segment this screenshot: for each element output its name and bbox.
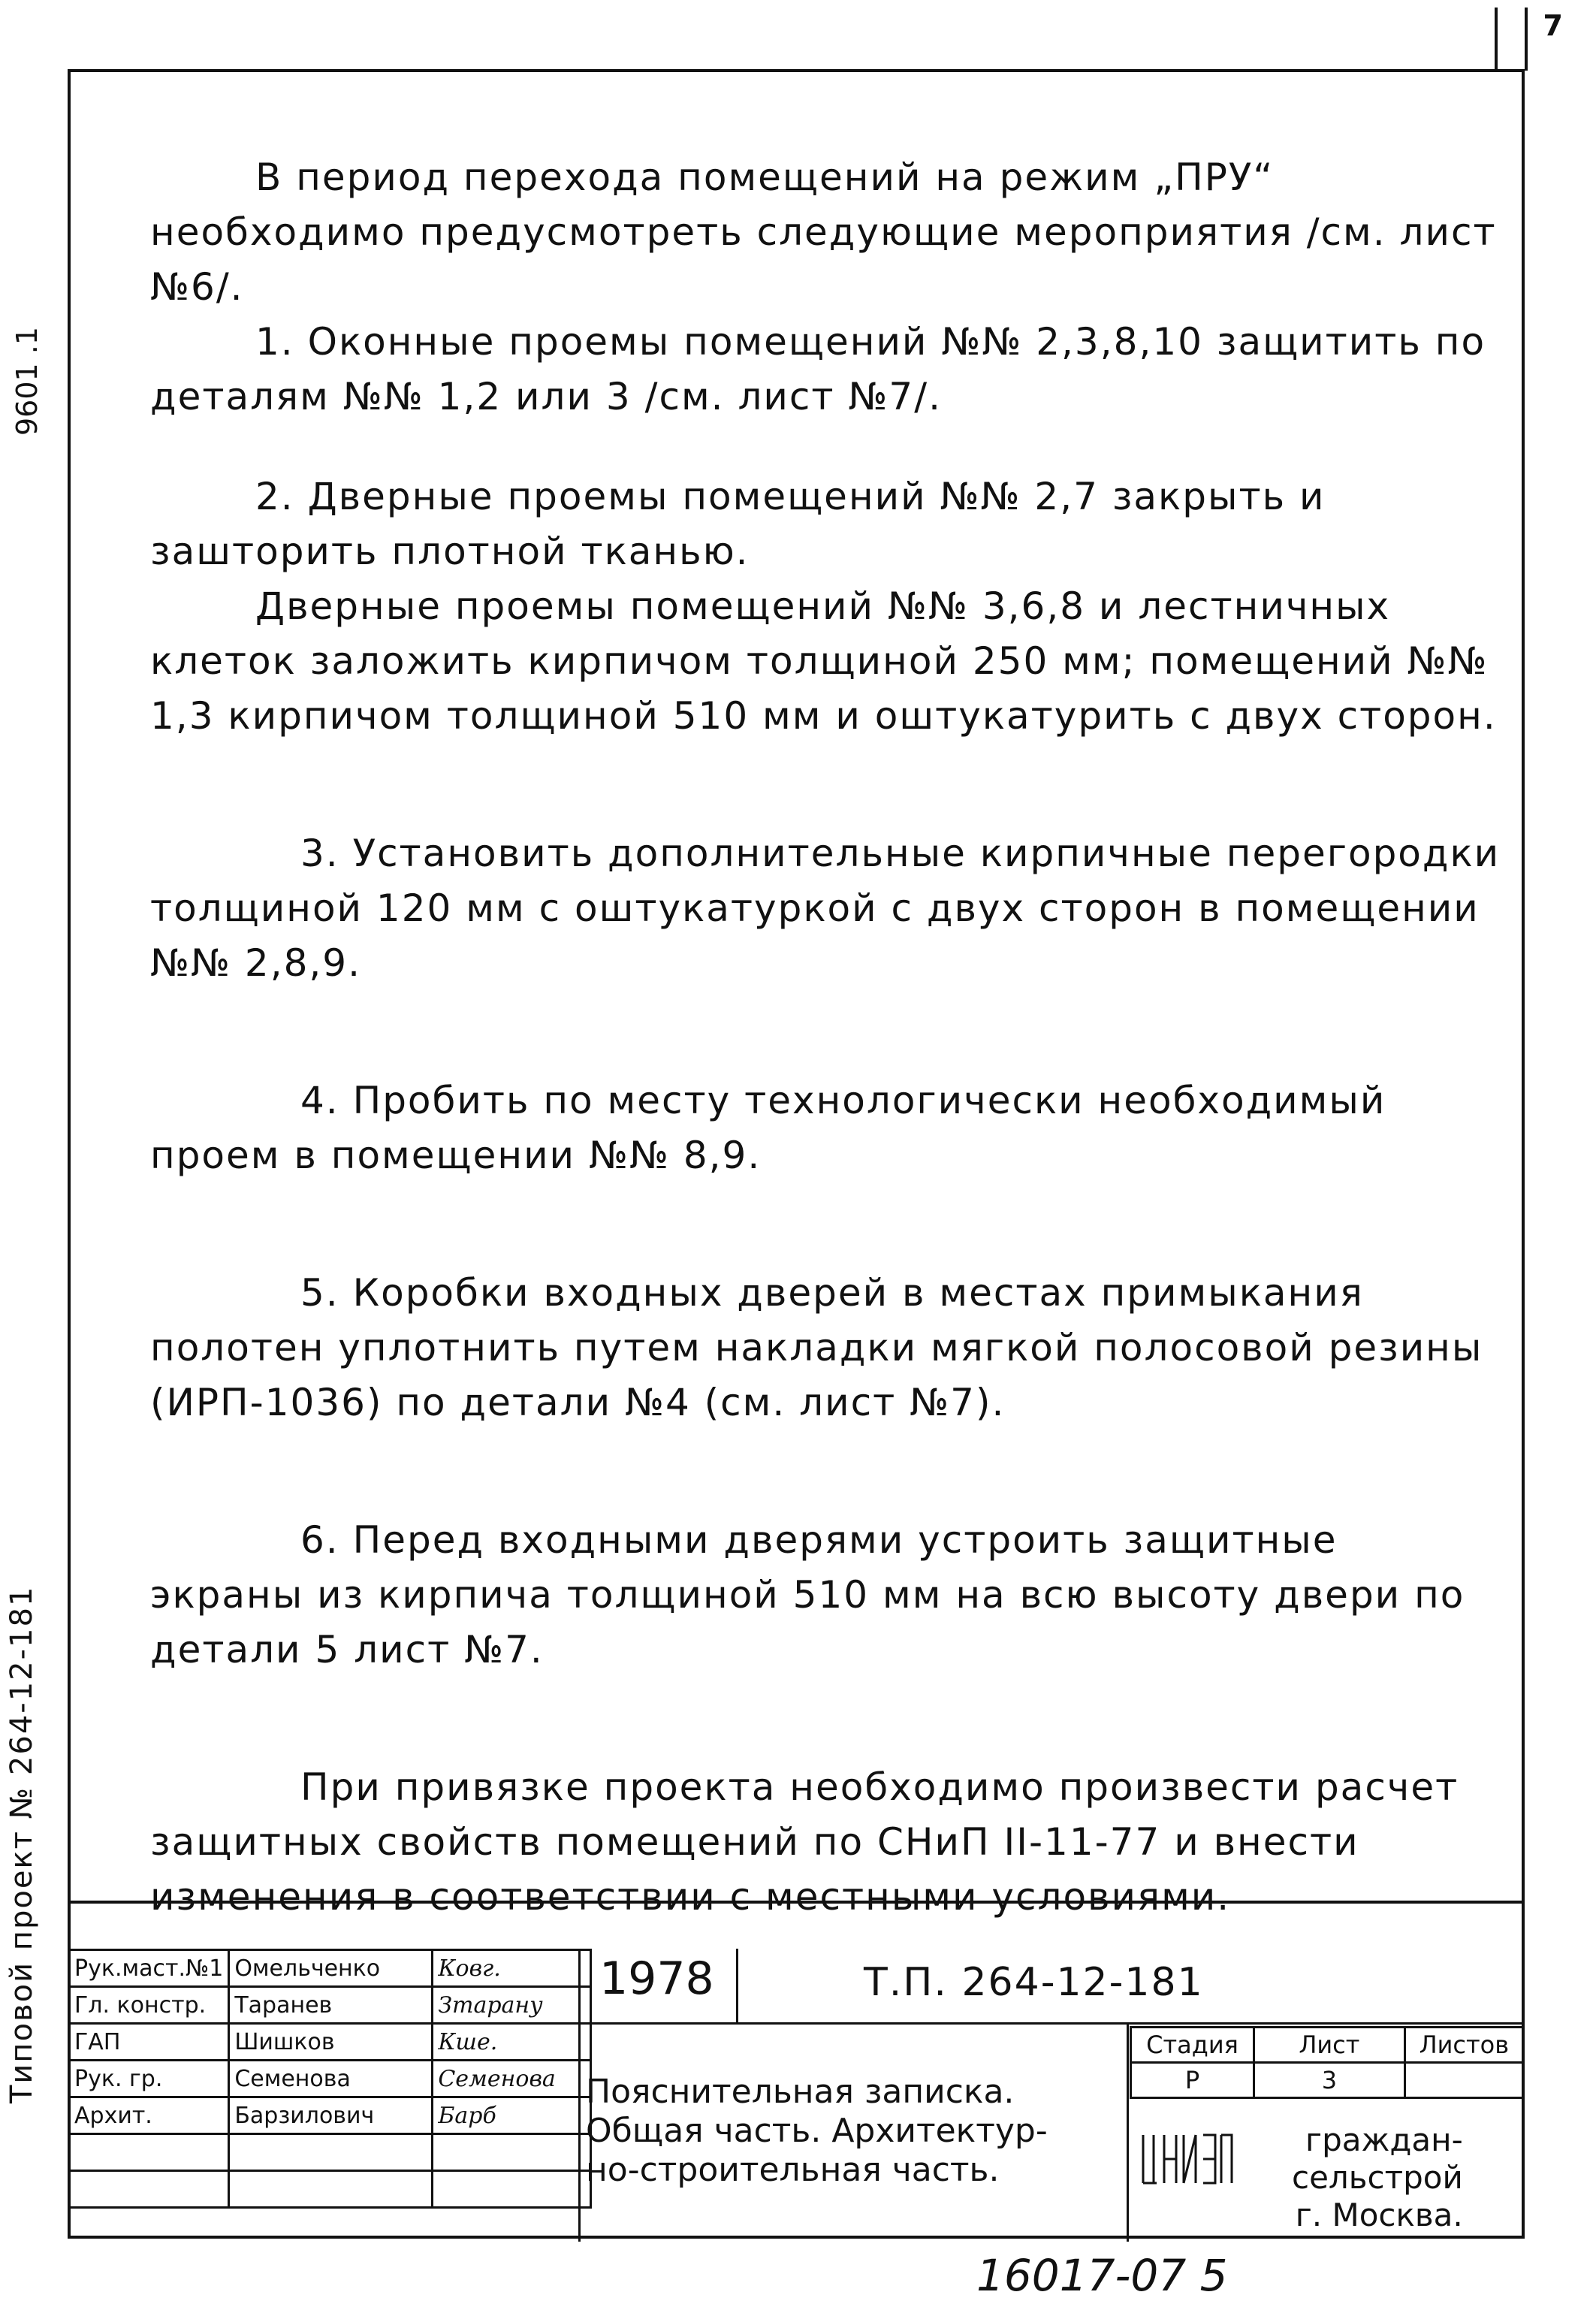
side-project-label: Типовой проект № 264-12-181 <box>5 1585 39 2103</box>
stage-header: Стадия <box>1131 2028 1254 2063</box>
paragraph-item-4: 4. Пробить по месту технологически необходимый проем в помещении №№ 8,9. <box>150 1079 1386 1177</box>
paragraph-note: При привязке проекта необходимо произвести расчет защитных свойств помещений по СНиП II-11-77 и внести изменения в соответствии с местными условиями. <box>150 1765 1459 1919</box>
staff-role: Архит. <box>69 2097 229 2134</box>
title-block <box>68 1901 1525 2239</box>
paragraph-intro: В период перехода помещений на режим „ПРУ“ необходимо предусмотреть следующие мероприятия /см. лист №6/. <box>150 156 1497 309</box>
divider-vertical <box>736 1949 738 2024</box>
divider-vertical <box>1127 2024 1129 2242</box>
staff-role <box>69 2171 229 2208</box>
paragraph-item-6: 6. Перед входными дверями устроить защитные экраны из кирпича толщиной 510 мм на всю высоту двери по детали 5 лист №7. <box>150 1518 1465 1671</box>
staff-role: ГАП <box>69 2024 229 2061</box>
staff-row <box>69 1987 591 2024</box>
staff-row <box>69 2134 591 2171</box>
staff-role: Рук. гр. <box>69 2061 229 2097</box>
staff-table <box>68 1949 592 2209</box>
staff-name: Таранев <box>229 1987 433 2024</box>
org-line: сельстрой <box>1292 2159 1463 2196</box>
sheet-info-table <box>1130 2026 1525 2099</box>
explanatory-text <box>150 150 1502 1925</box>
org-line: граждан- <box>1305 2121 1463 2158</box>
staff-row <box>69 2097 591 2134</box>
sheet-description <box>586 2073 1048 2190</box>
staff-role <box>69 2134 229 2171</box>
staff-signature: Барб <box>433 2097 591 2134</box>
paragraph-item-5: 5. Коробки входных дверей в местах примыкания полотен уплотнить путем накладки мягкой полосовой резины (ИРП-1036) по детали №4 (см. лист №7). <box>150 1271 1483 1424</box>
corner-line-right <box>1525 8 1528 71</box>
staff-row <box>69 2061 591 2097</box>
staff-signature <box>433 2134 591 2171</box>
staff-name: Омельченко <box>229 1950 433 1987</box>
divider-horizontal <box>578 2022 1525 2025</box>
stage-value: Р <box>1131 2063 1254 2098</box>
staff-signature: Ковг. <box>433 1950 591 1987</box>
sheets-value <box>1404 2063 1523 2098</box>
side-number: 9601 .1 <box>11 326 44 436</box>
staff-name: Семенова <box>229 2061 433 2097</box>
staff-signature <box>433 2171 591 2208</box>
divider-vertical <box>578 1949 581 2242</box>
sheet-header: Лист <box>1254 2028 1405 2063</box>
archive-number: 16017-07 5 <box>976 2250 1228 2301</box>
staff-name <box>229 2134 433 2171</box>
org-line: г. Москва. <box>1295 2197 1463 2233</box>
staff-name: Шишков <box>229 2024 433 2061</box>
staff-row <box>69 2171 591 2208</box>
description-line: Общая часть. Архитектур- <box>586 2112 1048 2150</box>
organization-name <box>1292 2121 1463 2234</box>
staff-role: Рук.маст.№1 <box>69 1950 229 1987</box>
corner-line-left <box>1495 8 1498 71</box>
paragraph-item-2: 2. Дверные проемы помещений №№ 2,7 закрыть и зашторить плотной тканью. <box>150 475 1326 573</box>
paragraph-item-3: 3. Установить дополнительные кирпичные перегородки толщиной 120 мм с оштукатуркой с двух сторон в помещении №№ 2,8,9. <box>150 832 1501 985</box>
staff-name <box>229 2171 433 2208</box>
staff-signature: Зтарану <box>433 1987 591 2024</box>
paragraph-item-2b: Дверные проемы помещений №№ 3,6,8 и лестничных клеток заложить кирпичом толщиной 250 мм; помещений №№ 1,3 кирпичом толщиной 510 мм и оштукатурить с двух сторон. <box>150 584 1497 738</box>
description-line: Пояснительная записка. <box>586 2073 1015 2111</box>
paragraph-item-1: 1. Оконные проемы помещений №№ 2,3,8,10 защитить по деталям №№ 1,2 или 3 /см. лист №7/. <box>150 320 1486 418</box>
project-code: Т.П. 264-12-181 <box>864 1960 1204 2005</box>
staff-row <box>69 2024 591 2061</box>
year: 1978 <box>599 1952 714 2005</box>
corner-mark: 7 <box>1543 9 1563 42</box>
description-line: но-строительная часть. <box>586 2151 1000 2189</box>
staff-row <box>69 1950 591 1987</box>
staff-signature: Семенова <box>433 2061 591 2097</box>
sheets-header: Листов <box>1404 2028 1523 2063</box>
organization-logo <box>1137 2129 1235 2189</box>
staff-signature: Кше. <box>433 2024 591 2061</box>
sheet-value: 3 <box>1254 2063 1405 2098</box>
staff-role: Гл. констр. <box>69 1987 229 2024</box>
staff-name: Барзилович <box>229 2097 433 2134</box>
